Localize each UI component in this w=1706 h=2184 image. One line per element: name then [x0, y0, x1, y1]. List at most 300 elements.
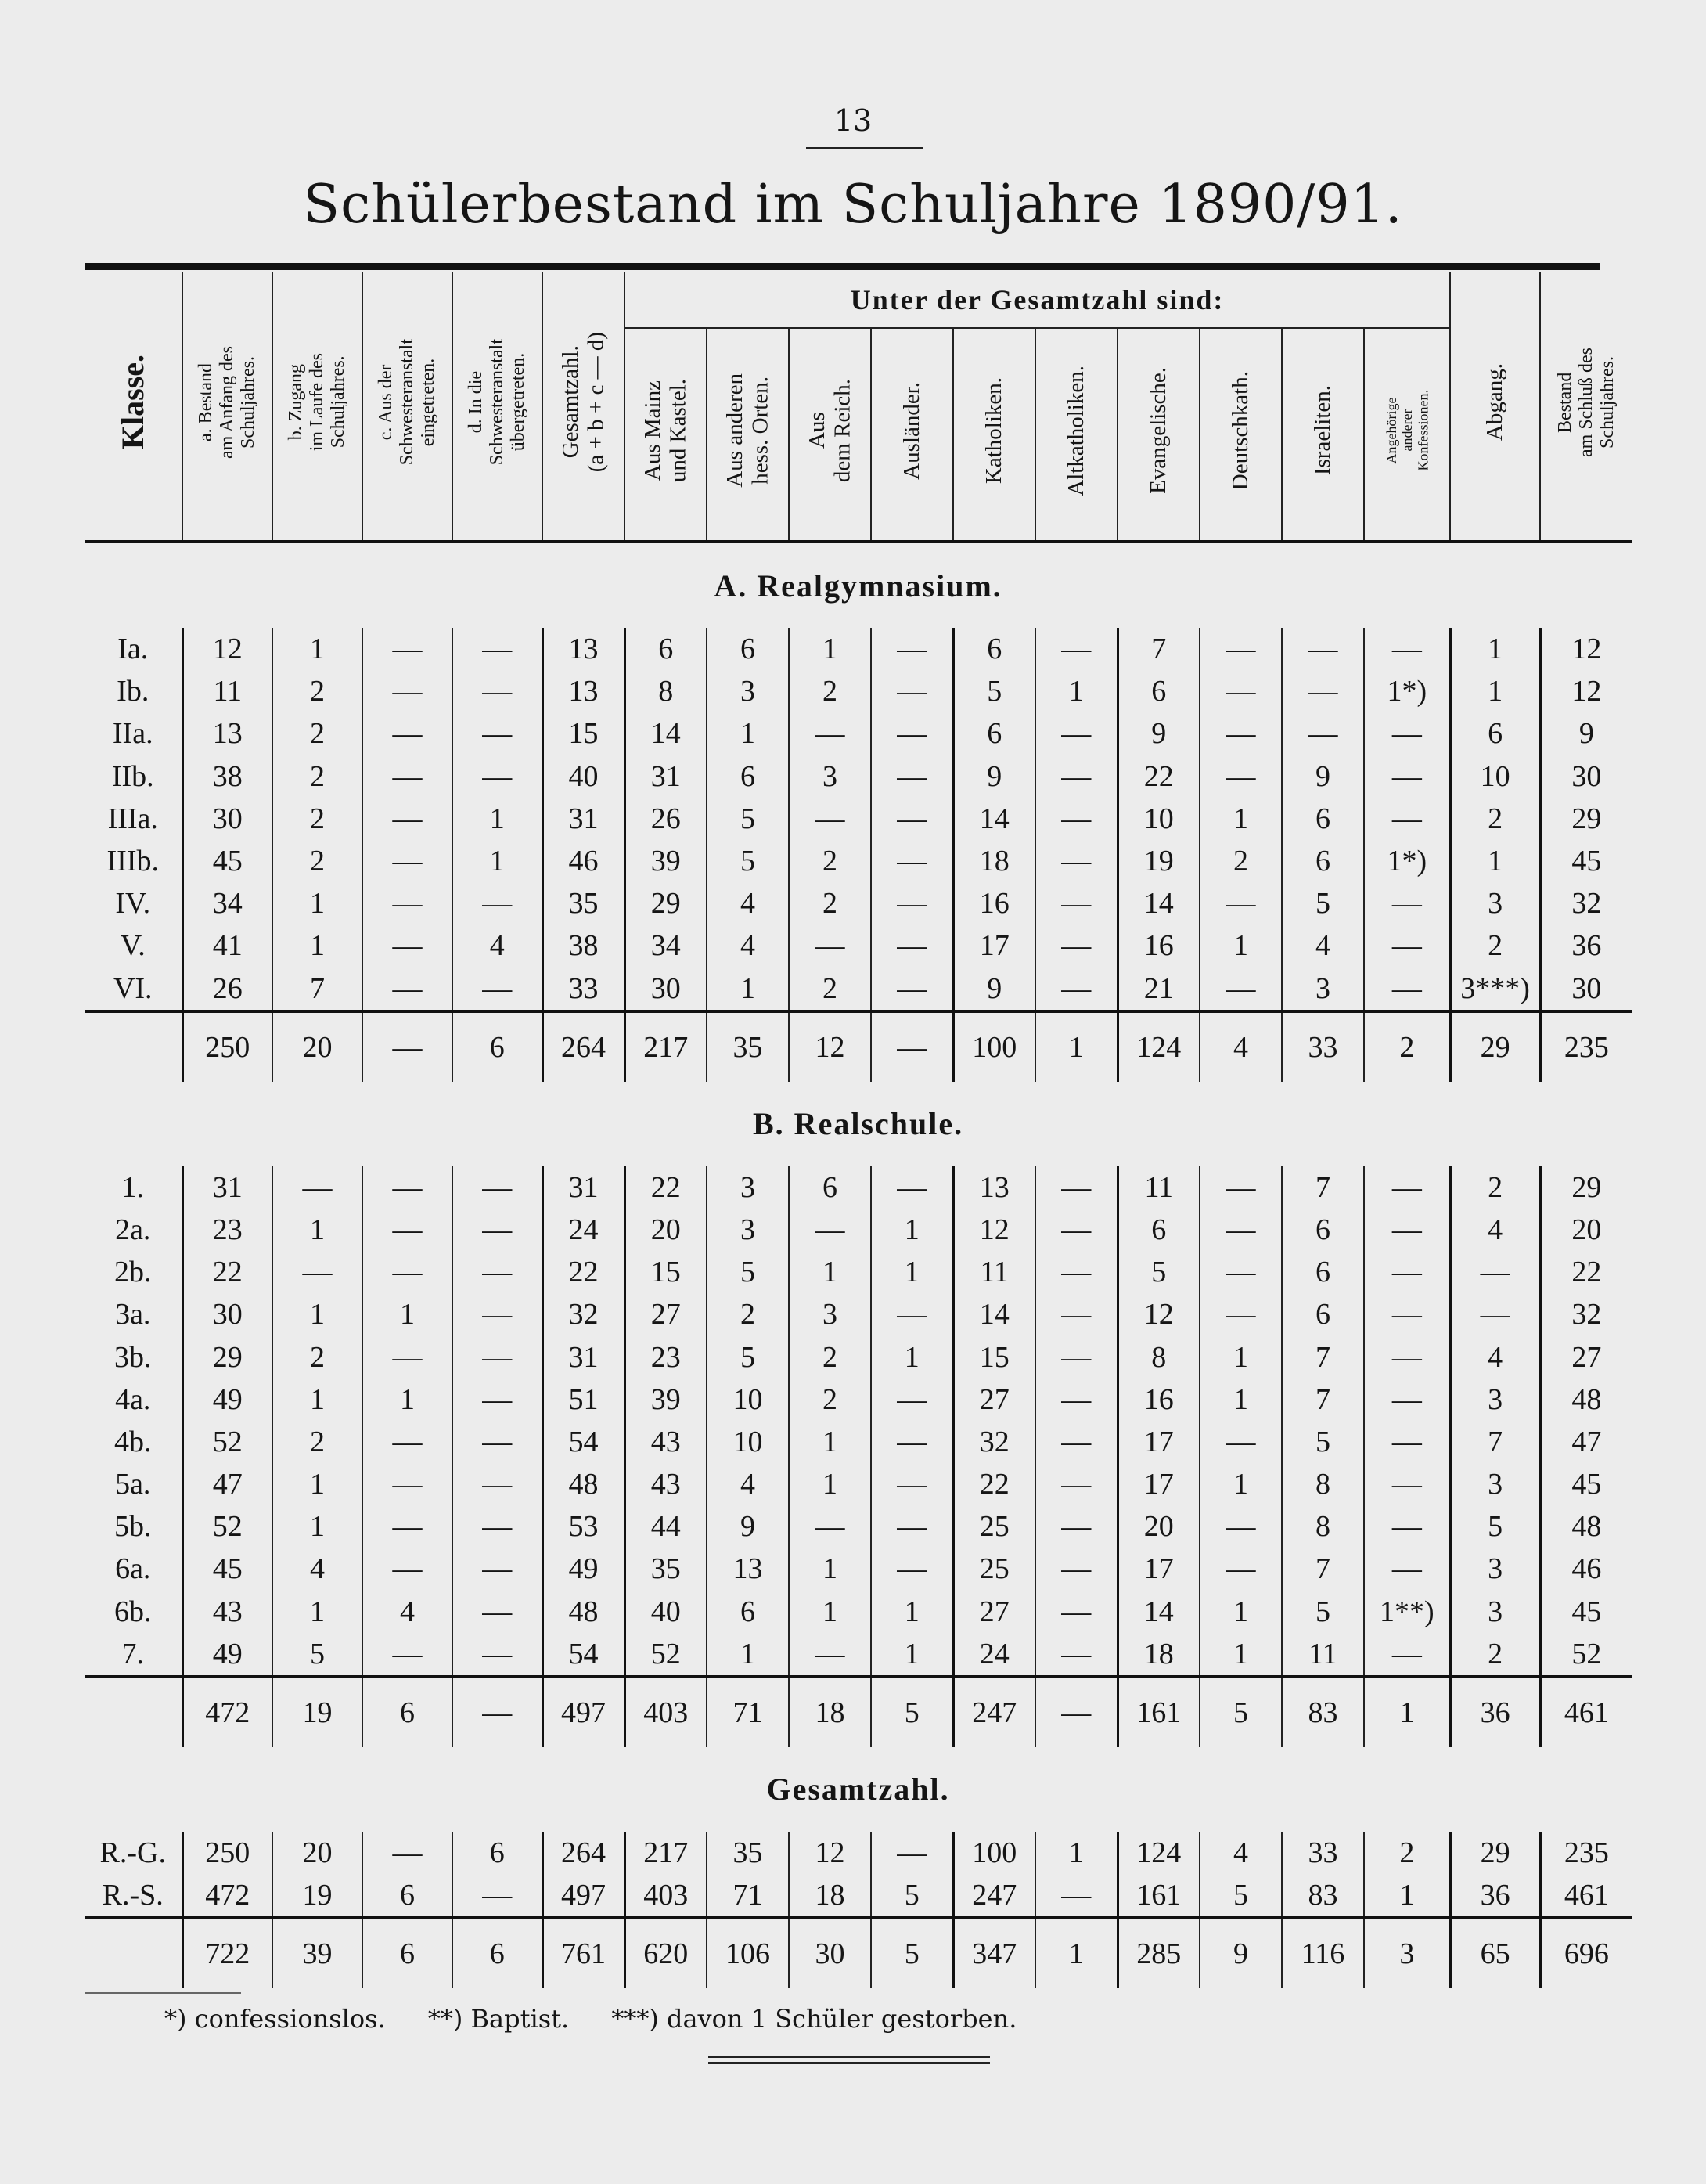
header-line: Schuljahres.: [327, 356, 348, 449]
value-cell: 32: [953, 1421, 1035, 1463]
header-line: Bestand: [1554, 372, 1575, 433]
value-cell: 9: [1200, 1918, 1282, 1988]
footnote-rule: [85, 1992, 241, 1994]
value-cell: 11: [182, 670, 272, 712]
value-cell: 2: [789, 840, 871, 882]
value-cell: —: [871, 1421, 953, 1463]
value-cell: 7: [1282, 1548, 1364, 1590]
value-cell: 65: [1450, 1918, 1540, 1988]
value-cell: 6: [452, 1832, 542, 1874]
value-cell: 31: [542, 798, 624, 840]
value-cell: 1: [707, 712, 789, 755]
header-klasse-label: Klasse.: [114, 355, 150, 450]
value-cell: 17: [1118, 1548, 1200, 1590]
value-cell: 5: [707, 798, 789, 840]
value-cell: 2: [1450, 924, 1540, 967]
value-cell: 4: [1200, 1011, 1282, 1082]
value-cell: —: [1364, 1379, 1450, 1421]
value-cell: 1**): [1364, 1591, 1450, 1633]
value-cell: 14: [624, 712, 707, 755]
value-cell: —: [1035, 1166, 1118, 1209]
value-cell: 217: [624, 1832, 707, 1874]
value-cell: 217: [624, 1011, 707, 1082]
value-cell: 2: [272, 755, 362, 798]
header-line: b. Zugang: [286, 364, 307, 441]
class-cell: IIIb.: [106, 845, 159, 878]
value-cell: 19: [1118, 840, 1200, 882]
value-cell: 36: [1450, 1874, 1540, 1918]
value-cell: 47: [182, 1463, 272, 1505]
value-cell: —: [362, 882, 452, 924]
value-cell: 15: [953, 1335, 1035, 1378]
header-gesamtzahl: [542, 272, 624, 542]
value-cell: 1: [272, 1379, 362, 1421]
value-cell: —: [362, 1209, 452, 1251]
value-cell: 1: [272, 628, 362, 670]
header-altkatholiken: [1035, 328, 1118, 542]
value-cell: 29: [1540, 798, 1632, 840]
value-cell: —: [1035, 798, 1118, 840]
value-cell: 38: [542, 924, 624, 967]
value-cell: 20: [624, 1209, 707, 1251]
value-cell: 10: [1118, 798, 1200, 840]
value-cell: 1: [1200, 1379, 1282, 1421]
value-cell: —: [871, 1832, 953, 1874]
value-cell: 20: [1540, 1209, 1632, 1251]
value-cell: —: [1364, 1251, 1450, 1293]
value-cell: 2: [1450, 1633, 1540, 1677]
value-cell: 40: [542, 755, 624, 798]
header-label-7: [804, 379, 855, 482]
value-cell: —: [362, 968, 452, 1011]
header-line: Schwesteranstalt: [487, 339, 508, 466]
table-row: [85, 1463, 1632, 1505]
class-cell: IIa.: [112, 717, 153, 751]
value-cell: 2: [1450, 798, 1540, 840]
value-cell: —: [1200, 1166, 1282, 1209]
header-line: Aus Mainz: [640, 380, 666, 481]
value-cell: —: [1035, 1379, 1118, 1421]
class-cell: Ib.: [117, 675, 149, 708]
value-cell: —: [452, 968, 542, 1011]
value-cell: 13: [542, 670, 624, 712]
end-rule: [708, 2056, 990, 2058]
value-cell: —: [1364, 968, 1450, 1011]
value-cell: 41: [182, 924, 272, 967]
value-cell: —: [871, 1379, 953, 1421]
end-rule-second: [708, 2062, 990, 2064]
value-cell: 7: [1282, 1379, 1364, 1421]
value-cell: 48: [542, 1463, 624, 1505]
value-cell: 1: [272, 1209, 362, 1251]
value-cell: —: [1282, 712, 1364, 755]
value-cell: 3: [1450, 1548, 1540, 1590]
value-cell: 71: [707, 1677, 789, 1747]
value-cell: —: [789, 1505, 871, 1548]
value-cell: —: [452, 1166, 542, 1209]
header-line: Evangelische.: [1146, 367, 1172, 494]
value-cell: 5: [707, 1251, 789, 1293]
header-label-12: [1228, 371, 1253, 490]
value-cell: 27: [953, 1379, 1035, 1421]
header-label-2: [376, 339, 439, 465]
value-cell: 4: [452, 924, 542, 967]
header-line: Abgang.: [1482, 363, 1508, 441]
value-cell: 49: [182, 1379, 272, 1421]
value-cell: 52: [182, 1505, 272, 1548]
value-cell: 30: [789, 1918, 871, 1988]
value-cell: 106: [707, 1918, 789, 1988]
value-cell: 1: [452, 798, 542, 840]
value-cell: 18: [953, 840, 1035, 882]
header-group-unter-der-gesamtzahl: Unter der Gesamtzahl sind:: [624, 272, 1450, 328]
value-cell: —: [452, 1633, 542, 1677]
table-row: [85, 1379, 1632, 1421]
value-cell: 6: [452, 1011, 542, 1082]
value-cell: 4: [707, 882, 789, 924]
table-row: [85, 1166, 1632, 1209]
value-cell: —: [1364, 755, 1450, 798]
header-andere-konfessionen: [1364, 328, 1450, 542]
value-cell: —: [452, 1209, 542, 1251]
value-cell: —: [1035, 882, 1118, 924]
value-cell: 14: [1118, 1591, 1200, 1633]
value-cell: 19: [272, 1677, 362, 1747]
value-cell: 27: [1540, 1335, 1632, 1378]
value-cell: —: [1200, 1548, 1282, 1590]
value-cell: 5: [1200, 1874, 1282, 1918]
value-cell: 10: [707, 1421, 789, 1463]
value-cell: 6: [1282, 1251, 1364, 1293]
value-cell: 2: [272, 712, 362, 755]
class-cell: 4b.: [114, 1425, 152, 1458]
table-row: [85, 1548, 1632, 1590]
value-cell: 9: [1118, 712, 1200, 755]
value-cell: —: [871, 1463, 953, 1505]
value-cell: 45: [1540, 1463, 1632, 1505]
value-cell: 1: [272, 882, 362, 924]
class-cell: Ia.: [117, 632, 149, 666]
value-cell: 6: [1282, 798, 1364, 840]
value-cell: 15: [542, 712, 624, 755]
value-cell: —: [1035, 755, 1118, 798]
value-cell: 25: [953, 1505, 1035, 1548]
value-cell: 1: [1200, 1591, 1282, 1633]
value-cell: 51: [542, 1379, 624, 1421]
table-row: [85, 1251, 1632, 1293]
value-cell: 35: [707, 1832, 789, 1874]
table-row: [85, 968, 1632, 1011]
value-cell: 34: [182, 882, 272, 924]
value-cell: 35: [624, 1548, 707, 1590]
class-cell: 3a.: [115, 1298, 151, 1332]
class-cell: 5b.: [114, 1510, 152, 1544]
value-cell: 4: [707, 1463, 789, 1505]
header-zugang: [272, 272, 362, 542]
table-row: [85, 1209, 1632, 1251]
value-cell: —: [362, 1463, 452, 1505]
value-cell: —: [362, 1166, 452, 1209]
value-cell: —: [1364, 1633, 1450, 1677]
value-cell: 461: [1540, 1874, 1632, 1918]
class-cell: 2b.: [114, 1256, 152, 1289]
value-cell: —: [362, 1011, 452, 1082]
class-cell: VI.: [113, 971, 153, 1005]
header-label-9: [981, 377, 1006, 484]
value-cell: —: [362, 670, 452, 712]
value-cell: 36: [1450, 1677, 1540, 1747]
value-cell: —: [362, 1251, 452, 1293]
value-cell: 49: [182, 1633, 272, 1677]
value-cell: 30: [624, 968, 707, 1011]
value-cell: 6: [624, 628, 707, 670]
value-cell: 403: [624, 1874, 707, 1918]
value-cell: 22: [1540, 1251, 1632, 1293]
table-row: [85, 1874, 1632, 1918]
header-line: am Schluß des: [1575, 348, 1596, 457]
value-cell: 8: [1118, 1335, 1200, 1378]
value-cell: —: [1364, 1209, 1450, 1251]
value-cell: 1: [1364, 1677, 1450, 1747]
page-number: 13: [833, 103, 873, 138]
value-cell: —: [871, 712, 953, 755]
value-cell: 12: [1540, 628, 1632, 670]
value-cell: 3***): [1450, 968, 1540, 1011]
value-cell: 31: [182, 1166, 272, 1209]
value-cell: —: [1364, 1463, 1450, 1505]
value-cell: 4: [272, 1548, 362, 1590]
value-cell: 235: [1540, 1832, 1632, 1874]
value-cell: —: [871, 968, 953, 1011]
value-cell: —: [1200, 1293, 1282, 1335]
value-cell: —: [1035, 1251, 1118, 1293]
value-cell: 8: [1282, 1505, 1364, 1548]
value-cell: —: [789, 1209, 871, 1251]
value-cell: 54: [542, 1421, 624, 1463]
value-cell: 30: [1540, 968, 1632, 1011]
header-line: übergetreten.: [507, 353, 528, 452]
value-cell: —: [1364, 628, 1450, 670]
header-line: eingetreten.: [417, 358, 438, 447]
value-cell: 1: [1200, 924, 1282, 967]
value-cell: 6: [1282, 1293, 1364, 1335]
class-cell: R.-S.: [102, 1879, 164, 1912]
value-cell: 13: [707, 1548, 789, 1590]
value-cell: —: [452, 1421, 542, 1463]
table-body: [85, 542, 1632, 1988]
value-cell: 19: [272, 1874, 362, 1918]
value-cell: 1: [871, 1591, 953, 1633]
value-cell: —: [1200, 755, 1282, 798]
value-cell: —: [871, 670, 953, 712]
value-cell: 12: [1118, 1293, 1200, 1335]
class-cell: 7.: [121, 1637, 144, 1670]
value-cell: 43: [624, 1421, 707, 1463]
value-cell: —: [1035, 1677, 1118, 1747]
value-cell: 1*): [1364, 670, 1450, 712]
value-cell: 9: [953, 755, 1035, 798]
class-cell: IV.: [115, 887, 151, 921]
value-cell: —: [1200, 1421, 1282, 1463]
value-cell: 4: [1450, 1335, 1540, 1378]
value-cell: 1: [1200, 1335, 1282, 1378]
table-row: [85, 882, 1632, 924]
header-line: Schuljahres.: [1596, 356, 1618, 449]
header-line: Konfessionen.: [1415, 390, 1431, 471]
value-cell: 3: [1282, 968, 1364, 1011]
value-cell: 12: [1540, 670, 1632, 712]
value-cell: —: [1450, 1251, 1540, 1293]
value-cell: 24: [953, 1633, 1035, 1677]
value-cell: 1: [272, 924, 362, 967]
value-cell: 250: [182, 1832, 272, 1874]
value-cell: 2: [789, 1335, 871, 1378]
value-cell: 497: [542, 1677, 624, 1747]
class-cell: 3b.: [114, 1340, 152, 1374]
value-cell: 12: [953, 1209, 1035, 1251]
value-cell: 2: [789, 968, 871, 1011]
value-cell: 403: [624, 1677, 707, 1747]
header-line: Deutschkath.: [1228, 370, 1254, 491]
class-cell: R.-G.: [99, 1836, 166, 1870]
value-cell: 5: [272, 1633, 362, 1677]
value-cell: 3: [1450, 1591, 1540, 1633]
table-row: [85, 1293, 1632, 1335]
table-row: [85, 840, 1632, 882]
value-cell: 1: [1450, 670, 1540, 712]
value-cell: 1: [789, 1591, 871, 1633]
value-cell: 3: [707, 1166, 789, 1209]
value-cell: 161: [1118, 1874, 1200, 1918]
header-label-8: [899, 382, 924, 480]
header-label-16: [1555, 348, 1618, 457]
value-cell: 16: [953, 882, 1035, 924]
value-cell: —: [871, 1011, 953, 1082]
header-line: d. In die: [466, 371, 487, 434]
value-cell: 30: [182, 1293, 272, 1335]
value-cell: 6: [953, 712, 1035, 755]
value-cell: —: [871, 1505, 953, 1548]
header-israeliten: [1282, 328, 1364, 542]
value-cell: 5: [1118, 1251, 1200, 1293]
value-cell: 26: [624, 798, 707, 840]
value-cell: 33: [1282, 1832, 1364, 1874]
value-cell: 6: [1450, 712, 1540, 755]
header-label-11: [1146, 367, 1171, 494]
value-cell: 12: [789, 1011, 871, 1082]
value-cell: —: [1282, 628, 1364, 670]
value-cell: 47: [1540, 1421, 1632, 1463]
value-cell: —: [452, 882, 542, 924]
value-cell: 17: [1118, 1463, 1200, 1505]
value-cell: —: [452, 1548, 542, 1590]
header-label-15: [1482, 363, 1507, 441]
value-cell: 39: [624, 840, 707, 882]
value-cell: —: [871, 798, 953, 840]
value-cell: 1: [871, 1335, 953, 1378]
value-cell: 45: [1540, 1591, 1632, 1633]
value-cell: 696: [1540, 1918, 1632, 1988]
value-cell: 6: [1118, 670, 1200, 712]
value-cell: 23: [624, 1335, 707, 1378]
value-cell: 18: [789, 1874, 871, 1918]
value-cell: 1*): [1364, 840, 1450, 882]
value-cell: 29: [182, 1335, 272, 1378]
header-line: Ausländer.: [899, 381, 925, 480]
header-katholiken: [953, 328, 1035, 542]
value-cell: —: [1035, 628, 1118, 670]
value-cell: 4: [1282, 924, 1364, 967]
value-cell: 3: [1450, 882, 1540, 924]
value-cell: 2: [1450, 1166, 1540, 1209]
class-cell: 5a.: [115, 1468, 151, 1501]
value-cell: 6: [362, 1918, 452, 1988]
value-cell: 5: [1200, 1677, 1282, 1747]
header-line: (a + b + c — d): [583, 332, 609, 473]
value-cell: 39: [272, 1918, 362, 1988]
value-cell: 3: [789, 755, 871, 798]
value-cell: 35: [707, 1011, 789, 1082]
value-cell: 14: [953, 798, 1035, 840]
footnote-1: *) confessionslos.: [164, 2004, 386, 2034]
header-label-14: [1384, 390, 1431, 470]
header-in-schwesteranstalt: [452, 272, 542, 542]
value-cell: —: [1200, 968, 1282, 1011]
header-line: c. Aus der: [376, 364, 397, 441]
value-cell: 1: [789, 628, 871, 670]
value-cell: 1: [789, 1251, 871, 1293]
value-cell: —: [452, 1591, 542, 1633]
value-cell: 40: [624, 1591, 707, 1633]
value-cell: 29: [1450, 1832, 1540, 1874]
value-cell: 9: [1540, 712, 1632, 755]
value-cell: 3: [707, 1209, 789, 1251]
value-cell: 1: [1364, 1874, 1450, 1918]
value-cell: 1: [272, 1463, 362, 1505]
value-cell: 18: [789, 1677, 871, 1747]
value-cell: —: [871, 628, 953, 670]
header-aus-mainz: [624, 328, 707, 542]
value-cell: —: [1035, 1874, 1118, 1918]
value-cell: —: [871, 1166, 953, 1209]
value-cell: 250: [182, 1011, 272, 1082]
value-cell: —: [1364, 882, 1450, 924]
value-cell: 11: [953, 1251, 1035, 1293]
value-cell: 1: [1450, 628, 1540, 670]
value-cell: 22: [542, 1251, 624, 1293]
value-cell: 3: [707, 670, 789, 712]
header-line: am Anfang des: [217, 346, 238, 459]
value-cell: 4: [707, 924, 789, 967]
value-cell: 124: [1118, 1832, 1200, 1874]
value-cell: 5: [953, 670, 1035, 712]
value-cell: 29: [1450, 1011, 1540, 1082]
value-cell: 12: [789, 1832, 871, 1874]
value-cell: 1: [707, 1633, 789, 1677]
value-cell: 39: [624, 1379, 707, 1421]
footnote-3: ***) davon 1 Schüler gestorben.: [611, 2004, 1017, 2034]
value-cell: 31: [542, 1166, 624, 1209]
value-cell: —: [452, 1293, 542, 1335]
value-cell: 1: [1200, 798, 1282, 840]
value-cell: 22: [953, 1463, 1035, 1505]
value-cell: —: [1200, 712, 1282, 755]
table-row: [85, 798, 1632, 840]
value-cell: 4: [1200, 1832, 1282, 1874]
header-deutschkath: [1200, 328, 1282, 542]
header-label-13: [1310, 385, 1335, 475]
value-cell: 45: [182, 1548, 272, 1590]
